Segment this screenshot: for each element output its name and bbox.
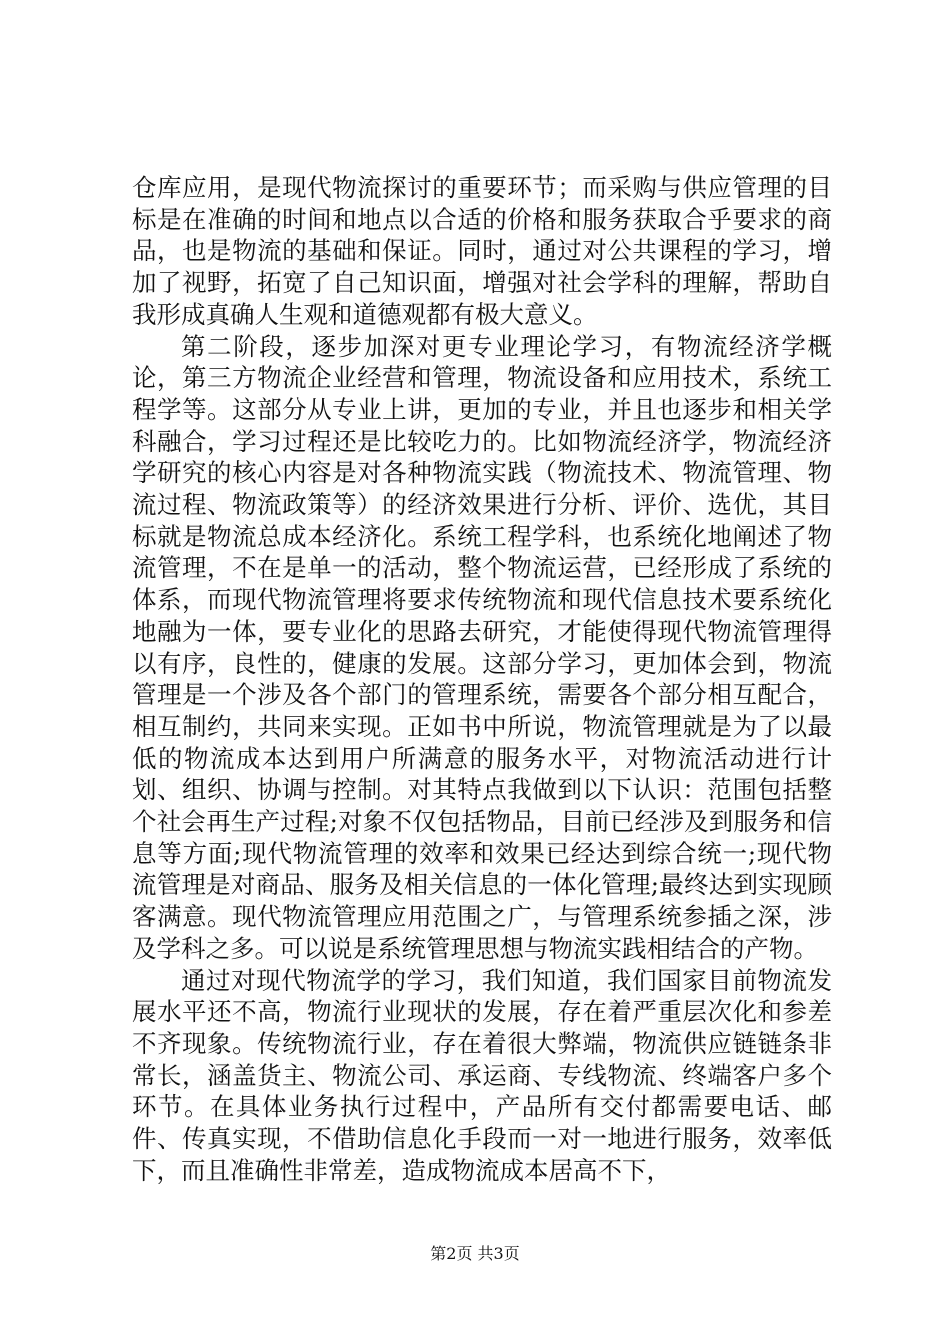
document-body xyxy=(132,172,832,1187)
page-number-footer: 第2页 共3页 xyxy=(430,1244,520,1263)
paragraph-2: 第二阶段，逐步加深对更专业理论学习，有物流经济学概论，第三方物流企业经营和管理，物流设备和应用技术，系统工程学等。这部分从专业上讲，更加的专业，并且也逐步和相关学科融合，学习过程还是比较吃力的。比如物流经济学，物流经济学研究的核心内容是对各种物流实践（物流技术、物流管理、物流过程、物流政策等）的经济效果进行分析、评价、选优，其目标就是物流总成本经济化。系统工程学科，也系统化地阐述了物流管理，不在是单一的活动，整个物流运营，已经形成了系统的体系，而现代物流管理将要求传统物流和现代信息技术要系统化地融为一体，要专业化的思路去研究，才能使得现代物流管理得以有序，良性的，健康的发展。这部分学习，更加体会到，物流管理是一个涉及各个部门的管理系统，需要各个部分相互配合，相互制约，共同来实现。正如书中所说，物流管理就是为了以最低的物流成本达到用户所满意的服务水平，对物流活动进行计划、组织、协调与控制。对其特点我做到以下认识：范围包括整个社会再生产过程;对象不仅包括物品，目前已经涉及到服务和信息等方面;现代物流管理的效率和效果已经达到综合统一;现代物流管理是对商品、服务及相关信息的一体化管理;最终达到实现顾客满意。现代物流管理应用范围之广，与管理系统参插之深，涉及学科之多。可以说是系统管理思想与物流实践相结合的产物。 xyxy=(132,331,832,963)
paragraph-1: 仓库应用，是现代物流探讨的重要环节；而采购与供应管理的目标是在准确的时间和地点以合适的价格和服务获取合乎要求的商品，也是物流的基础和保证。同时，通过对公共课程的学习，增加了视野，拓宽了自己知识面，增强对社会学科的理解，帮助自我形成真确人生观和道德观都有极大意义。 xyxy=(132,173,832,329)
paragraph-3: 通过对现代物流学的学习，我们知道，我们国家目前物流发展水平还不高，物流行业现状的发展，存在着严重层次化和参差不齐现象。传统物流行业，存在着很大弊端，物流供应链链条非常长，涵盖货主、物流公司、承运商、专线物流、终端客户多个环节。在具体业务执行过程中，产品所有交付都需要电话、邮件、传真实现，不借助信息化手段而一对一地进行服务，效率低下，而且准确性非常差，造成物流成本居高不下， xyxy=(132,965,832,1185)
